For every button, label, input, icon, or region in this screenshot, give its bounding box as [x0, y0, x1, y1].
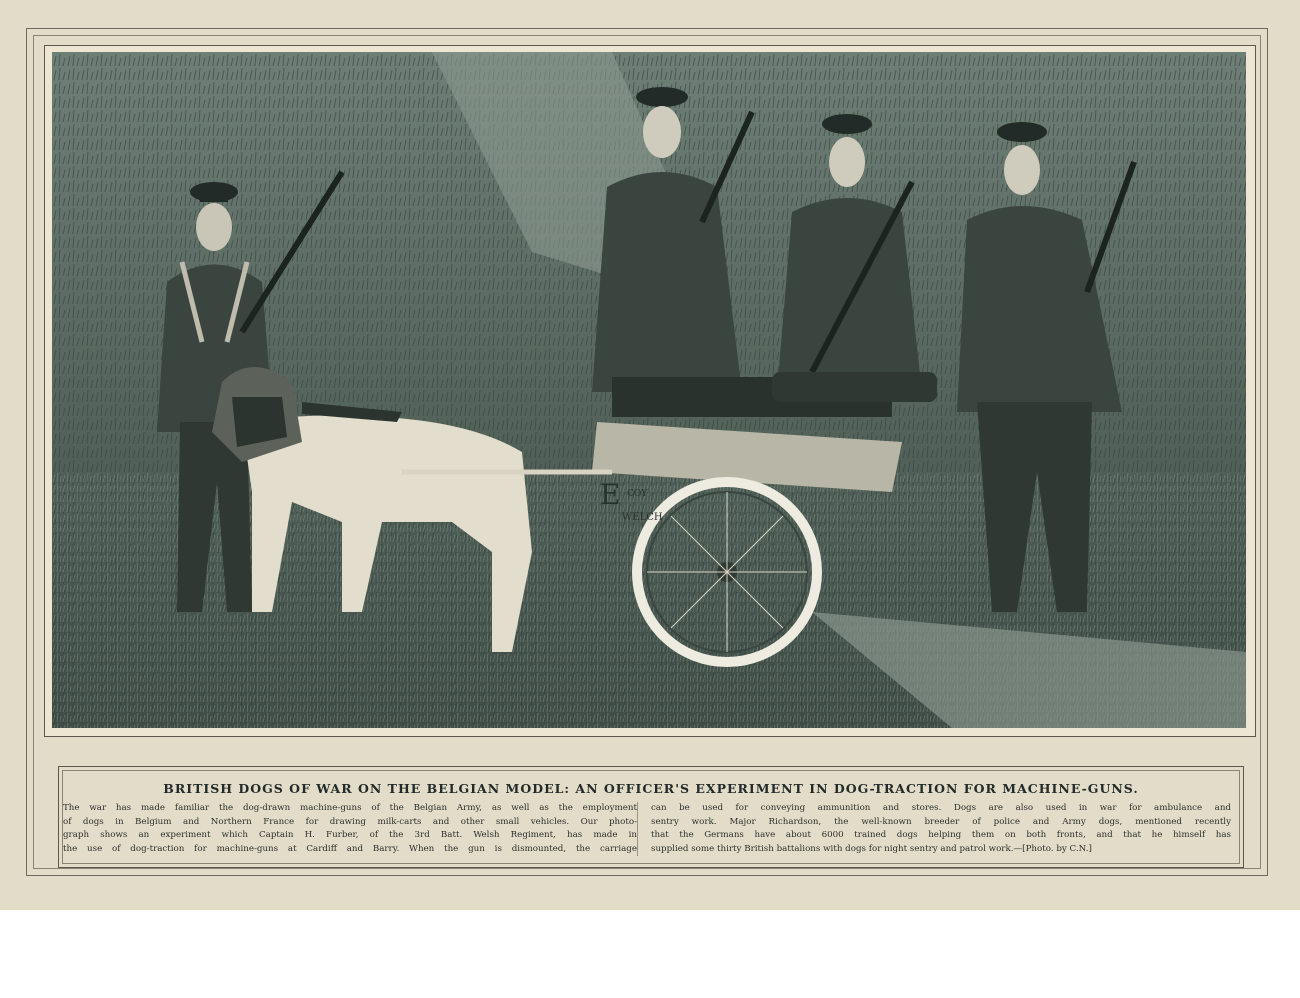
caption-line: sentry work. Major Richardson, the well-known breeder of police and Army dogs, mentioned recently	[651, 816, 1231, 827]
caption-line: that the Germans have about 6000 trained dogs helping them on both fronts, and that he himself has	[651, 830, 1231, 840]
caption-line: of dogs in Belgium and Northern France for drawing milk-carts and other small vehicles. Our photo-	[63, 816, 637, 827]
cart-regiment-text: WELCH	[622, 512, 663, 523]
caption-box	[58, 766, 1244, 868]
caption-line: can be used for conveying ammunition and stores. Dogs are also used in war for ambulance and	[651, 803, 1231, 813]
caption-line: the use of dog-traction for machine-guns at Cardiff and Barry. When the gun is dismounted, the carriage	[63, 843, 637, 854]
caption-left-column	[63, 802, 638, 856]
cart-small-text: COY	[627, 489, 648, 499]
caption-line: The war has made familiar the dog-drawn machine-guns of the Belgian Army, as well as the employment	[63, 803, 637, 813]
photograph	[52, 52, 1246, 728]
caption-title: BRITISH DOGS OF WAR ON THE BELGIAN MODEL: AN OFFICER'S EXPERIMENT IN DOG-TRACTION FOR MACHINE-GUNS.	[163, 781, 1139, 796]
caption-line: graph shows an experiment which Captain H. Furber, of the 3rd Batt. Welsh Regiment, has made in	[63, 830, 637, 840]
caption-line: supplied some thirty British battalions with dogs for night sentry and patrol work.—[Photo. by C.N.]	[651, 843, 1092, 854]
caption-right-column	[651, 802, 1231, 856]
cart-letter: E	[600, 478, 621, 511]
caption-body	[59, 802, 1243, 862]
